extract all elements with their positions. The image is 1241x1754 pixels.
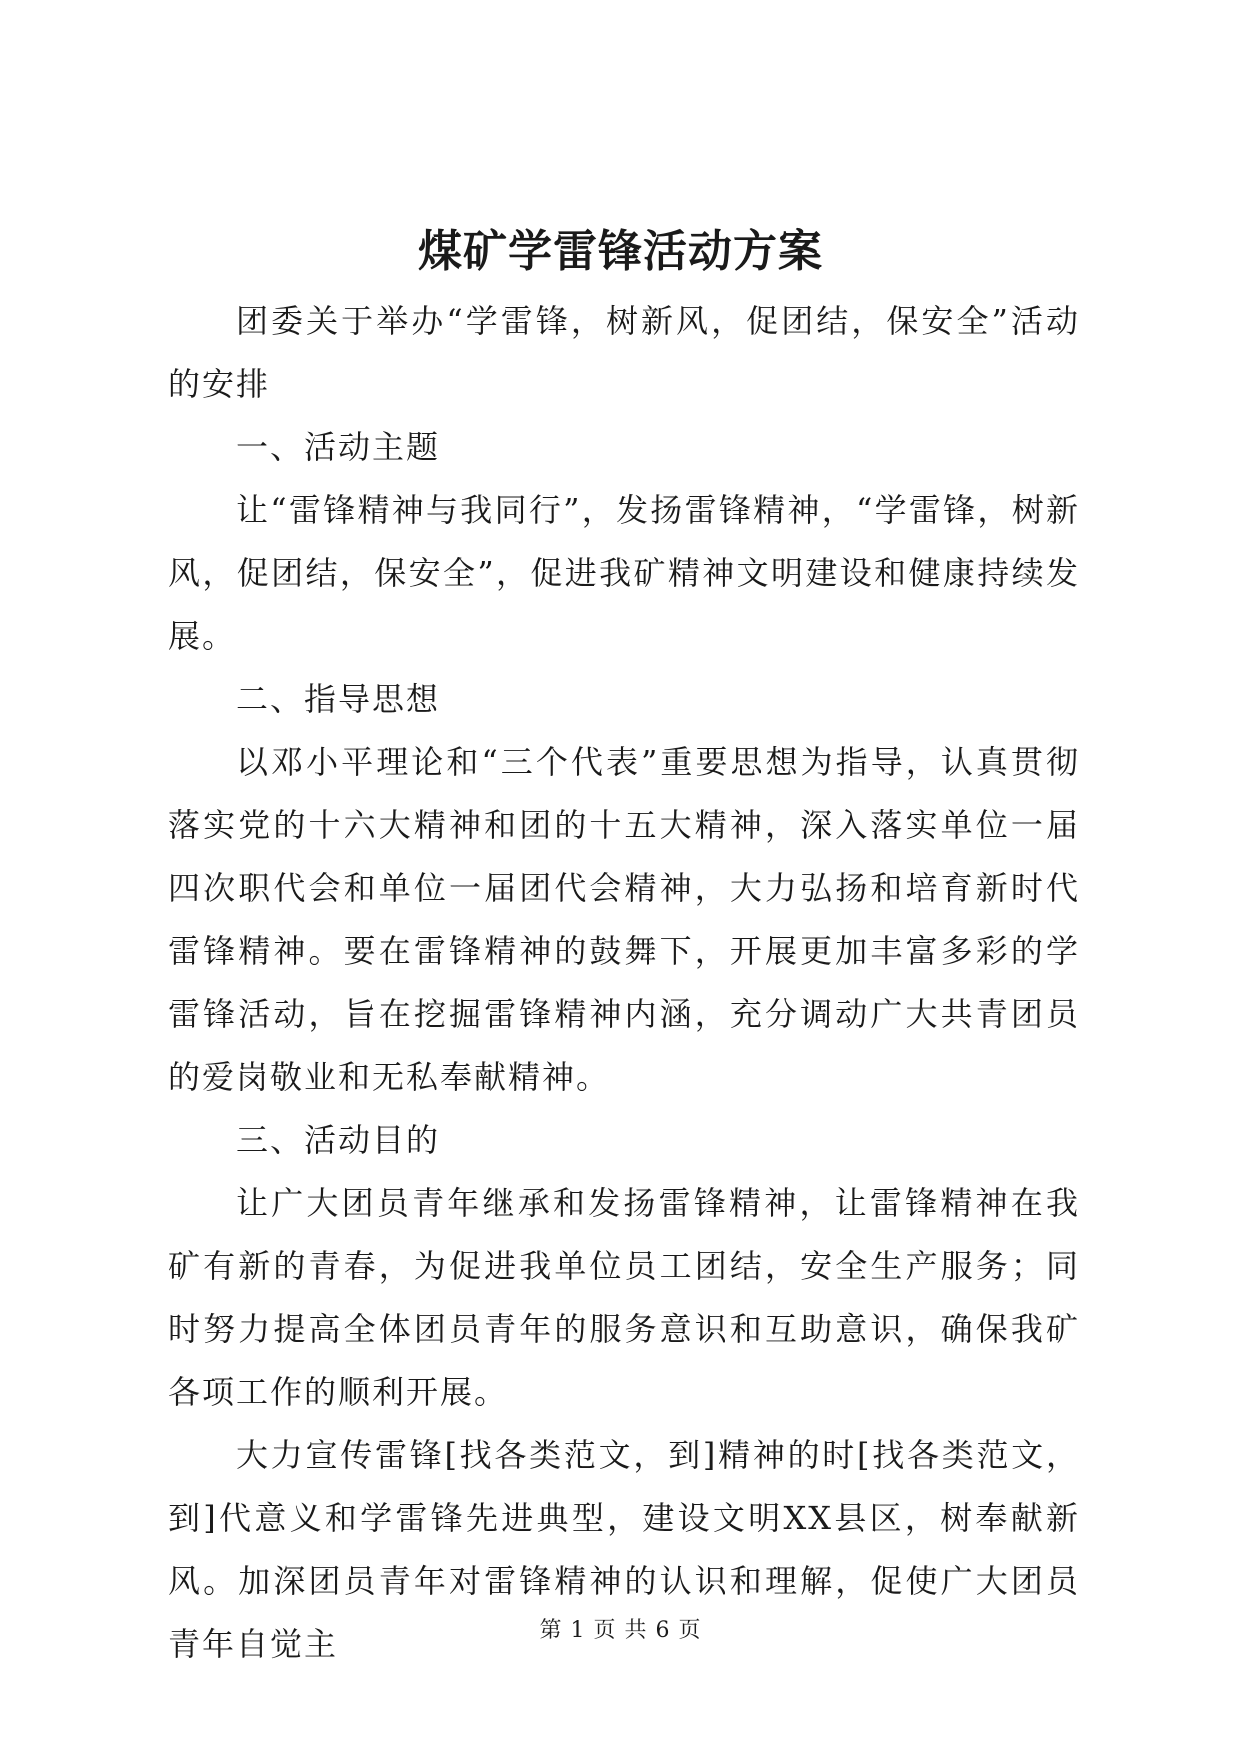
section-heading-theme: 一、活动主题 — [236, 428, 441, 466]
document-title: 煤矿学雷锋活动方案 — [418, 226, 823, 277]
section-heading-purpose: 三、活动目的 — [236, 1121, 441, 1159]
document-body — [168, 290, 1080, 1676]
paragraph-purpose: 让广大团员青年继承和发扬雷锋精神，让雷锋精神在我矿有新的青春，为促进我单位员工团结，安全生产服务；同时努力提高全体团员青年的服务意识和互助意识，确保我矿各项工作的顺利开展。 — [168, 1184, 1080, 1411]
paragraph-intro: 团委关于举办“学雷锋，树新风，促团结，保安全”活动的安排 — [168, 302, 1080, 403]
page-number-footer: 第 1 页 共 6 页 — [539, 1618, 702, 1643]
section-heading-guiding-thought: 二、指导思想 — [236, 680, 441, 718]
paragraph-promotion: 大力宣传雷锋[找各类范文，到]精神的时[找各类范文，到]代意义和学雷锋先进典型，建设文明XX县区，树奉献新风。加深团员青年对雷锋精神的认识和理解，促使广大团员青年自觉主 — [168, 1436, 1080, 1663]
paragraph-theme: 让“雷锋精神与我同行”，发扬雷锋精神，“学雷锋，树新风，促团结，保安全”，促进我矿精神文明建设和健康持续发展。 — [168, 491, 1080, 655]
paragraph-guiding-thought: 以邓小平理论和“三个代表”重要思想为指导，认真贯彻落实党的十六大精神和团的十五大精神，深入落实单位一届四次职代会和单位一届团代会精神，大力弘扬和培育新时代雷锋精神。要在雷锋精神的鼓舞下，开展更加丰富多彩的学雷锋活动，旨在挖掘雷锋精神内涵，充分调动广大共青团员的爱岗敬业和无私奉献精神。 — [168, 743, 1080, 1096]
